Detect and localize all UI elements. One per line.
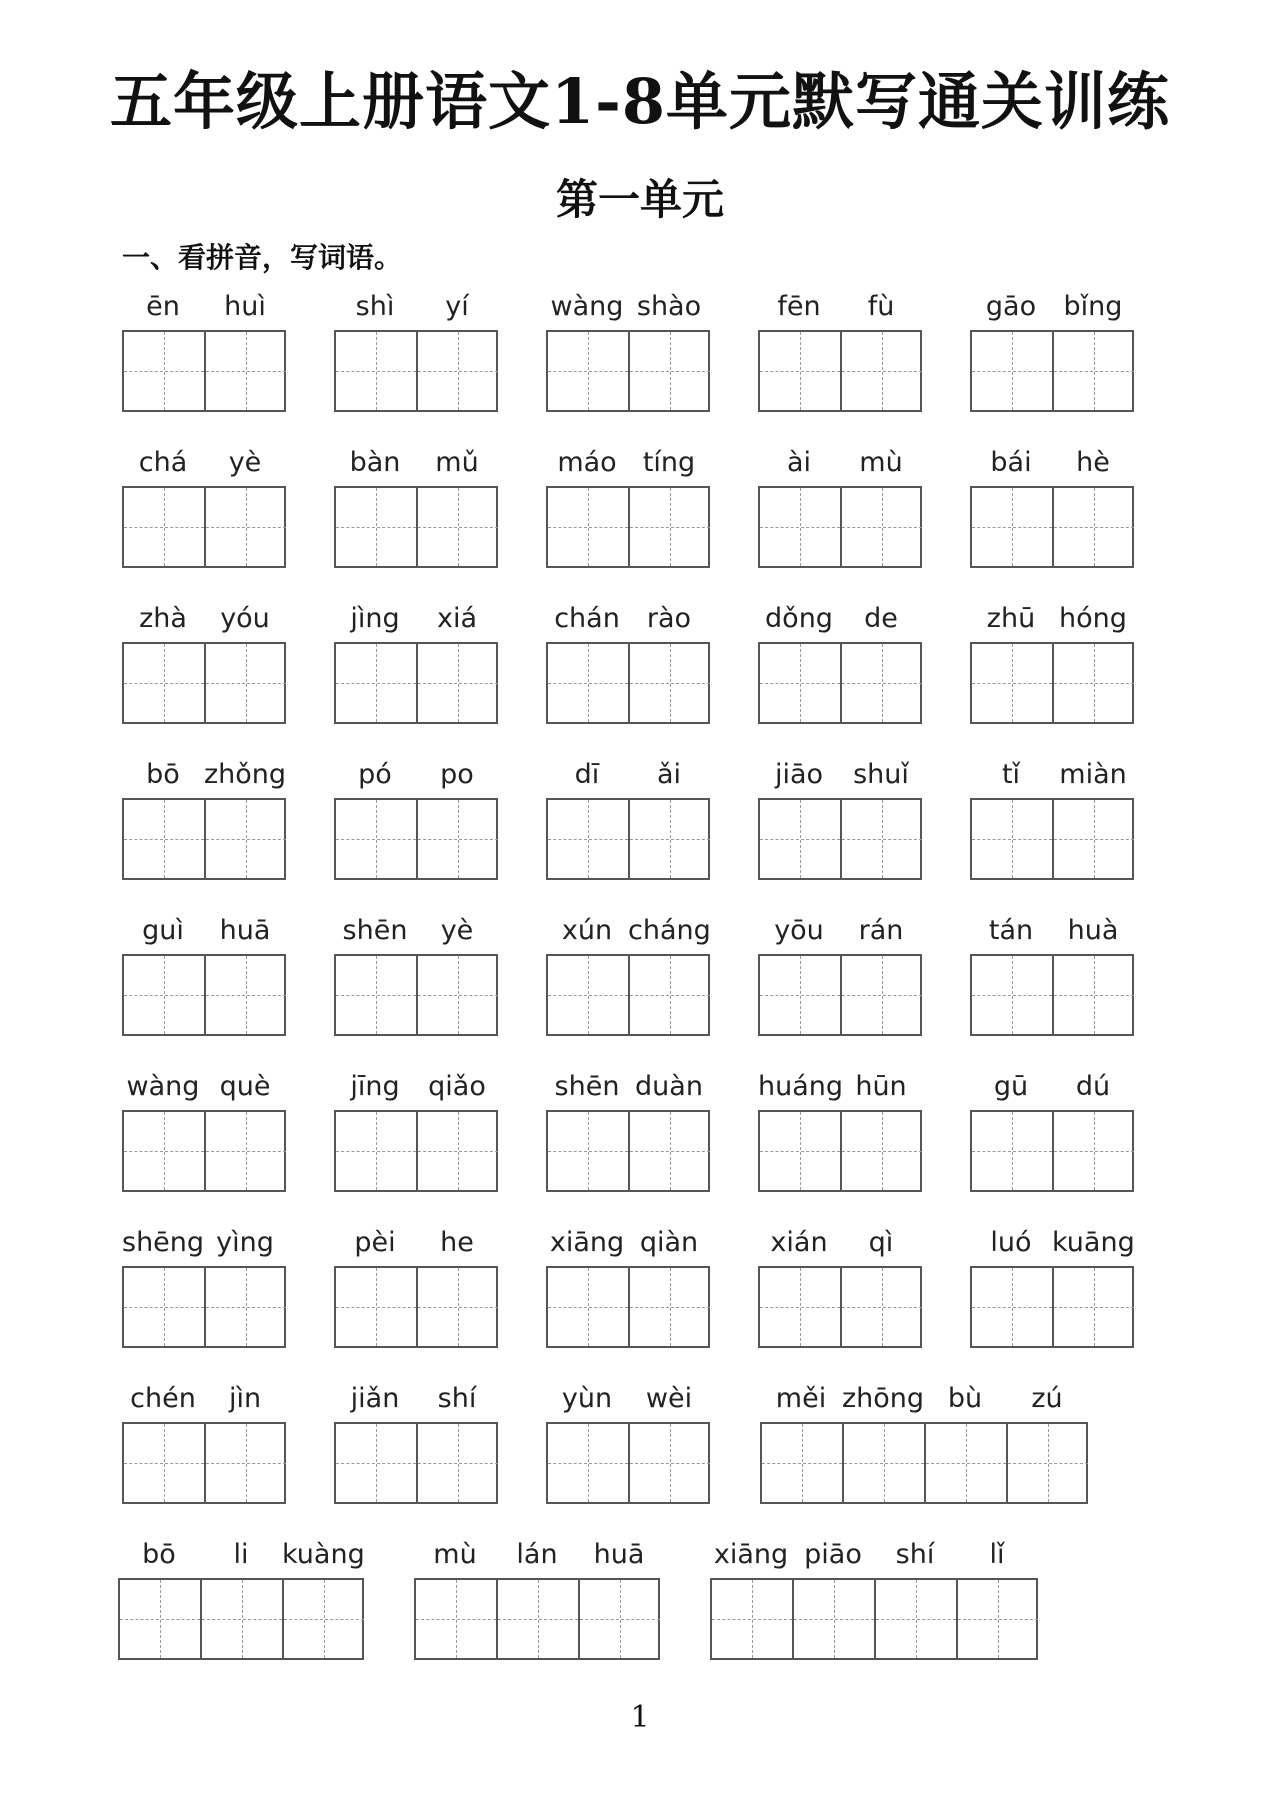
writing-cell[interactable] xyxy=(842,800,922,878)
tianzige-grid xyxy=(758,1110,922,1192)
tianzige-grid xyxy=(546,1422,710,1504)
writing-cell[interactable] xyxy=(842,332,922,410)
writing-cell[interactable] xyxy=(1054,488,1134,566)
writing-cell[interactable] xyxy=(206,1424,286,1502)
writing-cell[interactable] xyxy=(926,1424,1008,1502)
writing-cell[interactable] xyxy=(958,1580,1038,1658)
pinyin-label: yìng xyxy=(216,1227,274,1258)
pinyin-label: li xyxy=(233,1539,249,1570)
tianzige-grid xyxy=(758,798,922,880)
writing-cell[interactable] xyxy=(630,800,710,878)
pinyin-label: chén xyxy=(130,1383,196,1414)
pinyin-label: zhū xyxy=(986,603,1036,634)
writing-cell[interactable] xyxy=(972,488,1054,566)
writing-cell[interactable] xyxy=(206,956,286,1034)
pinyin-label: hè xyxy=(1076,447,1110,478)
pinyin-label: xiá xyxy=(436,603,478,634)
pinyin-label: qiàn xyxy=(639,1227,699,1258)
pinyin-label: bái xyxy=(990,447,1032,478)
writing-cell[interactable] xyxy=(336,332,418,410)
writing-cell[interactable] xyxy=(1054,644,1134,722)
pinyin-label: tán xyxy=(988,915,1034,946)
writing-cell[interactable] xyxy=(206,1112,286,1190)
pinyin-label: tǐ xyxy=(1001,759,1021,790)
pinyin-label: wàng xyxy=(126,1071,200,1102)
writing-cell[interactable] xyxy=(336,1268,418,1346)
pinyin-label: fēn xyxy=(777,291,821,322)
tianzige-grid xyxy=(546,330,710,412)
pinyin-label: měi xyxy=(775,1383,827,1414)
writing-cell[interactable] xyxy=(418,800,498,878)
pinyin-label: gū xyxy=(993,1071,1029,1102)
writing-cell[interactable] xyxy=(842,488,922,566)
unit-title: 第一单元 xyxy=(555,175,724,224)
tianzige-grid xyxy=(546,1110,710,1192)
tianzige-grid xyxy=(546,1266,710,1348)
writing-cell[interactable] xyxy=(844,1424,926,1502)
pinyin-label: hóng xyxy=(1059,603,1127,634)
pinyin-label: zhà xyxy=(139,603,187,634)
writing-cell[interactable] xyxy=(548,800,630,878)
writing-cell[interactable] xyxy=(336,800,418,878)
writing-cell[interactable] xyxy=(418,1424,498,1502)
pinyin-label: wàng xyxy=(550,291,624,322)
tianzige-grid xyxy=(122,954,286,1036)
pinyin-label: bō xyxy=(142,1539,176,1570)
pinyin-label: dǒng xyxy=(765,603,833,634)
writing-cell[interactable] xyxy=(972,332,1054,410)
tianzige-grid xyxy=(970,954,1134,1036)
pinyin-label: luó xyxy=(990,1227,1032,1258)
tianzige-grid xyxy=(546,954,710,1036)
pinyin-label: yí xyxy=(445,291,469,322)
pinyin-label: po xyxy=(440,759,474,790)
writing-cell[interactable] xyxy=(842,1112,922,1190)
writing-cell[interactable] xyxy=(548,1424,630,1502)
pinyin-label: qiǎo xyxy=(428,1071,486,1102)
pinyin-label: chán xyxy=(554,603,620,634)
writing-cell[interactable] xyxy=(124,1268,206,1346)
pinyin-label: mù xyxy=(859,447,903,478)
writing-cell[interactable] xyxy=(418,956,498,1034)
writing-cell[interactable] xyxy=(630,1112,710,1190)
pinyin-label: bǐng xyxy=(1063,291,1123,322)
pinyin-label: mǔ xyxy=(435,447,479,478)
tianzige-grid xyxy=(758,954,922,1036)
writing-cell[interactable] xyxy=(206,332,286,410)
pinyin-label: piāo xyxy=(804,1539,862,1570)
page-number: 1 xyxy=(630,1700,650,1735)
writing-cell[interactable] xyxy=(630,488,710,566)
tianzige-grid xyxy=(118,1578,364,1660)
writing-cell[interactable] xyxy=(548,644,630,722)
pinyin-label: shí xyxy=(437,1383,477,1414)
pinyin-label: huà xyxy=(1067,915,1119,946)
writing-cell[interactable] xyxy=(206,644,286,722)
pinyin-label: jìng xyxy=(350,603,400,634)
tianzige-grid xyxy=(122,330,286,412)
tianzige-grid xyxy=(122,1422,286,1504)
writing-cell[interactable] xyxy=(972,800,1054,878)
tianzige-grid xyxy=(546,486,710,568)
tianzige-grid xyxy=(122,486,286,568)
writing-cell[interactable] xyxy=(1054,1112,1134,1190)
pinyin-label: jīng xyxy=(350,1071,400,1102)
writing-cell[interactable] xyxy=(206,800,286,878)
writing-cell[interactable] xyxy=(548,1112,630,1190)
tianzige-grid xyxy=(970,1110,1134,1192)
pinyin-label: ēn xyxy=(146,291,180,322)
pinyin-label: jìn xyxy=(228,1383,262,1414)
writing-cell[interactable] xyxy=(336,1424,418,1502)
writing-cell[interactable] xyxy=(418,1112,498,1190)
writing-cell[interactable] xyxy=(760,1112,842,1190)
pinyin-label: de xyxy=(864,603,898,634)
writing-cell[interactable] xyxy=(972,1268,1054,1346)
pinyin-label: huì xyxy=(224,291,266,322)
writing-cell[interactable] xyxy=(418,1268,498,1346)
pinyin-label: ài xyxy=(786,447,812,478)
writing-cell[interactable] xyxy=(124,644,206,722)
tianzige-grid xyxy=(970,798,1134,880)
pinyin-label: bù xyxy=(947,1383,983,1414)
pinyin-label: shí xyxy=(895,1539,935,1570)
tianzige-grid xyxy=(710,1578,1038,1660)
tianzige-grid xyxy=(758,330,922,412)
pinyin-label: yùn xyxy=(561,1383,613,1414)
tianzige-grid xyxy=(758,486,922,568)
tianzige-grid xyxy=(334,1266,498,1348)
writing-cell[interactable] xyxy=(548,332,630,410)
writing-cell[interactable] xyxy=(124,1424,206,1502)
pinyin-label: kuāng xyxy=(1052,1227,1135,1258)
writing-cell[interactable] xyxy=(760,956,842,1034)
writing-cell[interactable] xyxy=(842,956,922,1034)
tianzige-grid xyxy=(758,1266,922,1348)
tianzige-grid xyxy=(334,798,498,880)
writing-cell[interactable] xyxy=(762,1424,844,1502)
pinyin-label: jiǎn xyxy=(350,1383,400,1414)
pinyin-label: dī xyxy=(574,759,600,790)
writing-cell[interactable] xyxy=(206,488,286,566)
tianzige-grid xyxy=(758,642,922,724)
pinyin-label: guì xyxy=(142,915,184,946)
tianzige-grid xyxy=(546,798,710,880)
pinyin-label: rán xyxy=(858,915,904,946)
pinyin-label: chá xyxy=(138,447,188,478)
pinyin-label: yóu xyxy=(220,603,270,634)
pinyin-label: tíng xyxy=(642,447,696,478)
writing-cell[interactable] xyxy=(124,488,206,566)
tianzige-grid xyxy=(334,486,498,568)
writing-cell[interactable] xyxy=(760,488,842,566)
pinyin-label: gāo xyxy=(985,291,1037,322)
writing-cell[interactable] xyxy=(548,488,630,566)
writing-cell[interactable] xyxy=(202,1580,284,1658)
pinyin-label: duàn xyxy=(635,1071,703,1102)
pinyin-label: ǎi xyxy=(656,759,682,790)
page-title: 五年级上册语文1-8单元默写通关训练 xyxy=(109,65,1170,138)
writing-cell[interactable] xyxy=(120,1580,202,1658)
pinyin-label: huā xyxy=(593,1539,645,1570)
writing-cell[interactable] xyxy=(1054,332,1134,410)
tianzige-grid xyxy=(334,954,498,1036)
writing-cell[interactable] xyxy=(284,1580,364,1658)
pinyin-label: pó xyxy=(358,759,392,790)
pinyin-label: jiāo xyxy=(774,759,824,790)
writing-cell[interactable] xyxy=(418,332,498,410)
pinyin-label: shēng xyxy=(122,1227,205,1258)
tianzige-grid xyxy=(122,642,286,724)
pinyin-label: zhōng xyxy=(842,1383,925,1414)
writing-cell[interactable] xyxy=(548,1268,630,1346)
tianzige-grid xyxy=(334,1422,498,1504)
writing-cell[interactable] xyxy=(124,1112,206,1190)
tianzige-grid xyxy=(334,642,498,724)
pinyin-label: cháng xyxy=(628,915,711,946)
writing-cell[interactable] xyxy=(206,1268,286,1346)
tianzige-grid xyxy=(334,330,498,412)
writing-cell[interactable] xyxy=(580,1580,660,1658)
pinyin-label: shēn xyxy=(554,1071,620,1102)
pinyin-label: qì xyxy=(868,1227,894,1258)
pinyin-label: kuàng xyxy=(282,1539,365,1570)
pinyin-label: xún xyxy=(561,915,613,946)
pinyin-label: dú xyxy=(1075,1071,1111,1102)
pinyin-label: miàn xyxy=(1059,759,1127,790)
pinyin-label: lǐ xyxy=(989,1539,1005,1570)
pinyin-label: xiāng xyxy=(549,1227,625,1258)
writing-cell[interactable] xyxy=(760,332,842,410)
writing-cell[interactable] xyxy=(418,644,498,722)
writing-cell[interactable] xyxy=(842,1268,922,1346)
pinyin-label: bàn xyxy=(349,447,401,478)
pinyin-label: shào xyxy=(636,291,702,322)
writing-cell[interactable] xyxy=(1008,1424,1088,1502)
tianzige-grid xyxy=(122,1110,286,1192)
pinyin-label: huā xyxy=(219,915,271,946)
pinyin-label: huáng xyxy=(758,1071,844,1102)
writing-cell[interactable] xyxy=(972,1112,1054,1190)
pinyin-label: shuǐ xyxy=(853,759,909,790)
pinyin-label: yè xyxy=(228,447,262,478)
tianzige-grid xyxy=(122,1266,286,1348)
writing-cell[interactable] xyxy=(760,644,842,722)
writing-cell[interactable] xyxy=(336,488,418,566)
tianzige-grid xyxy=(546,642,710,724)
section-heading: 一、看拼音，写词语。 xyxy=(122,241,403,274)
writing-cell[interactable] xyxy=(794,1580,876,1658)
tianzige-grid xyxy=(970,486,1134,568)
writing-cell[interactable] xyxy=(630,1424,710,1502)
writing-cell[interactable] xyxy=(124,956,206,1034)
tianzige-grid xyxy=(970,1266,1134,1348)
pinyin-label: shēn xyxy=(342,915,408,946)
pinyin-label: rào xyxy=(646,603,692,634)
pinyin-label: wèi xyxy=(645,1383,693,1414)
pinyin-label: xiāng xyxy=(713,1539,789,1570)
writing-cell[interactable] xyxy=(418,488,498,566)
tianzige-grid xyxy=(334,1110,498,1192)
pinyin-label: shì xyxy=(355,291,395,322)
writing-cell[interactable] xyxy=(336,644,418,722)
writing-cell[interactable] xyxy=(630,332,710,410)
tianzige-grid xyxy=(970,642,1134,724)
writing-cell[interactable] xyxy=(124,332,206,410)
pinyin-label: máo xyxy=(557,447,617,478)
writing-cell[interactable] xyxy=(842,644,922,722)
pinyin-label: yè xyxy=(440,915,474,946)
writing-cell[interactable] xyxy=(336,956,418,1034)
writing-cell[interactable] xyxy=(548,956,630,1034)
tianzige-grid xyxy=(970,330,1134,412)
tianzige-grid xyxy=(122,798,286,880)
writing-cell[interactable] xyxy=(336,1112,418,1190)
writing-cell[interactable] xyxy=(972,644,1054,722)
pinyin-label: lán xyxy=(516,1539,558,1570)
writing-cell[interactable] xyxy=(760,1268,842,1346)
writing-cell[interactable] xyxy=(972,956,1054,1034)
pinyin-label: pèi xyxy=(354,1227,396,1258)
writing-cell[interactable] xyxy=(630,644,710,722)
pinyin-label: fù xyxy=(867,291,895,322)
pinyin-label: bō xyxy=(146,759,180,790)
writing-cell[interactable] xyxy=(1054,1268,1134,1346)
tianzige-grid xyxy=(414,1578,660,1660)
writing-cell[interactable] xyxy=(416,1580,498,1658)
writing-cell[interactable] xyxy=(712,1580,794,1658)
pinyin-label: hūn xyxy=(855,1071,907,1102)
writing-cell[interactable] xyxy=(630,956,710,1034)
pinyin-label: mù xyxy=(433,1539,477,1570)
writing-cell[interactable] xyxy=(760,800,842,878)
writing-cell[interactable] xyxy=(1054,956,1134,1034)
writing-cell[interactable] xyxy=(124,800,206,878)
tianzige-grid xyxy=(760,1422,1088,1504)
pinyin-label: què xyxy=(219,1071,271,1102)
writing-cell[interactable] xyxy=(876,1580,958,1658)
pinyin-label: zhǒng xyxy=(204,759,287,790)
pinyin-label: zú xyxy=(1031,1383,1063,1414)
pinyin-label: yōu xyxy=(774,915,824,946)
pinyin-label: xián xyxy=(770,1227,828,1258)
writing-cell[interactable] xyxy=(1054,800,1134,878)
writing-cell[interactable] xyxy=(630,1268,710,1346)
pinyin-label: he xyxy=(440,1227,474,1258)
writing-cell[interactable] xyxy=(498,1580,580,1658)
